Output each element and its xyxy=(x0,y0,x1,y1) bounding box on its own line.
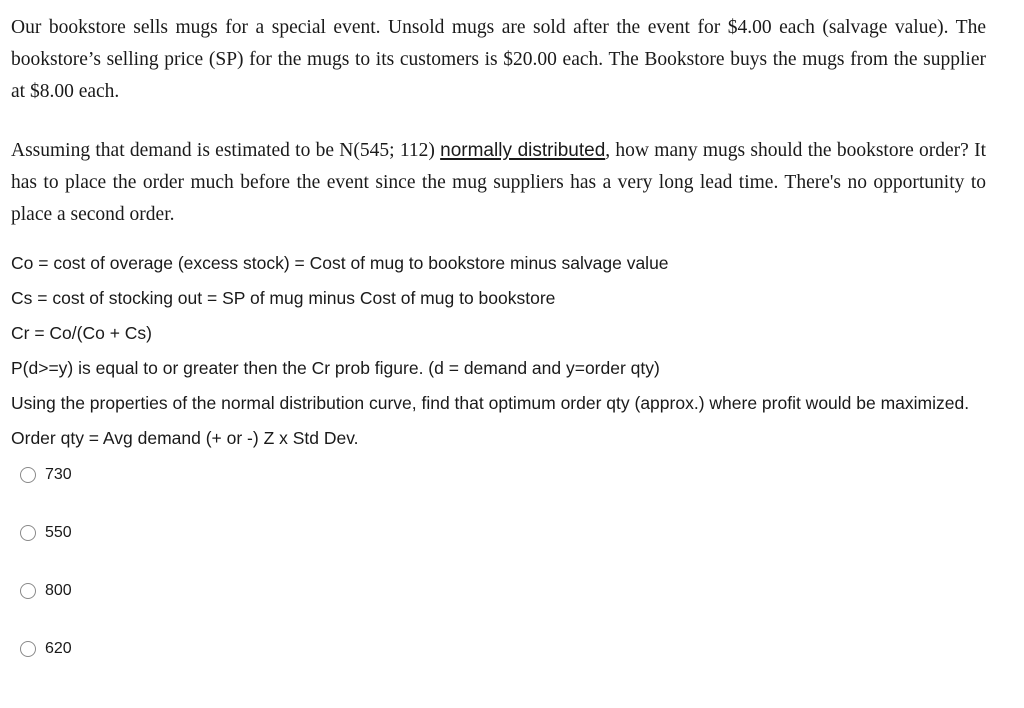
radio-button[interactable] xyxy=(20,467,36,483)
hint-critical-ratio: Cr = Co/(Co + Cs) xyxy=(11,323,152,343)
hint-probability: P(d>=y) is equal to or greater then the Cr prob figure. (d = demand and y=order qty) xyxy=(11,358,660,378)
paragraph-2-text-before: Assuming that demand is estimated to be N(545; 112) xyxy=(11,140,441,161)
option-label: 620 xyxy=(45,640,72,657)
answer-option-730[interactable] xyxy=(11,463,986,487)
radio-button[interactable] xyxy=(20,641,36,657)
answer-option-550[interactable] xyxy=(11,521,986,545)
answer-option-800[interactable] xyxy=(11,579,986,603)
radio-button[interactable] xyxy=(20,525,36,541)
answer-option-620[interactable] xyxy=(11,637,986,661)
option-label: 730 xyxy=(45,466,72,483)
hint-order-qty-formula: Order qty = Avg demand (+ or -) Z x Std Dev. xyxy=(11,428,359,448)
normally-distributed-link[interactable]: normally distributed xyxy=(440,140,606,161)
option-label: 550 xyxy=(45,524,72,541)
hint-cost-of-stockout: Cs = cost of stocking out = SP of mug minus Cost of mug to bookstore xyxy=(11,288,556,308)
paragraph-2-text-after: , how many mugs should the bookstore order? It has to place the order much before the event since the mug suppliers has a very long lead time. There's no opportunity to place a second order. xyxy=(11,140,986,225)
radio-button[interactable] xyxy=(20,583,36,599)
hint-normal-properties: Using the properties of the normal distribution curve, find that optimum order qty (approx.) where profit would be maximized. xyxy=(11,393,970,413)
question-paragraph-1: Our bookstore sells mugs for a special event. Unsold mugs are sold after the event for $4.00 each (salvage value). The bookstore’s selling price (SP) for the mugs to its customers is $20.00 each. The Bookstore buys the mugs from the supplier at $8.00 each. xyxy=(11,17,986,102)
answer-options xyxy=(11,463,986,661)
option-label: 800 xyxy=(45,582,72,599)
question-paragraph-2 xyxy=(11,135,986,231)
hint-cost-of-overage: Co = cost of overage (excess stock) = Cost of mug to bookstore minus salvage value xyxy=(11,253,669,273)
